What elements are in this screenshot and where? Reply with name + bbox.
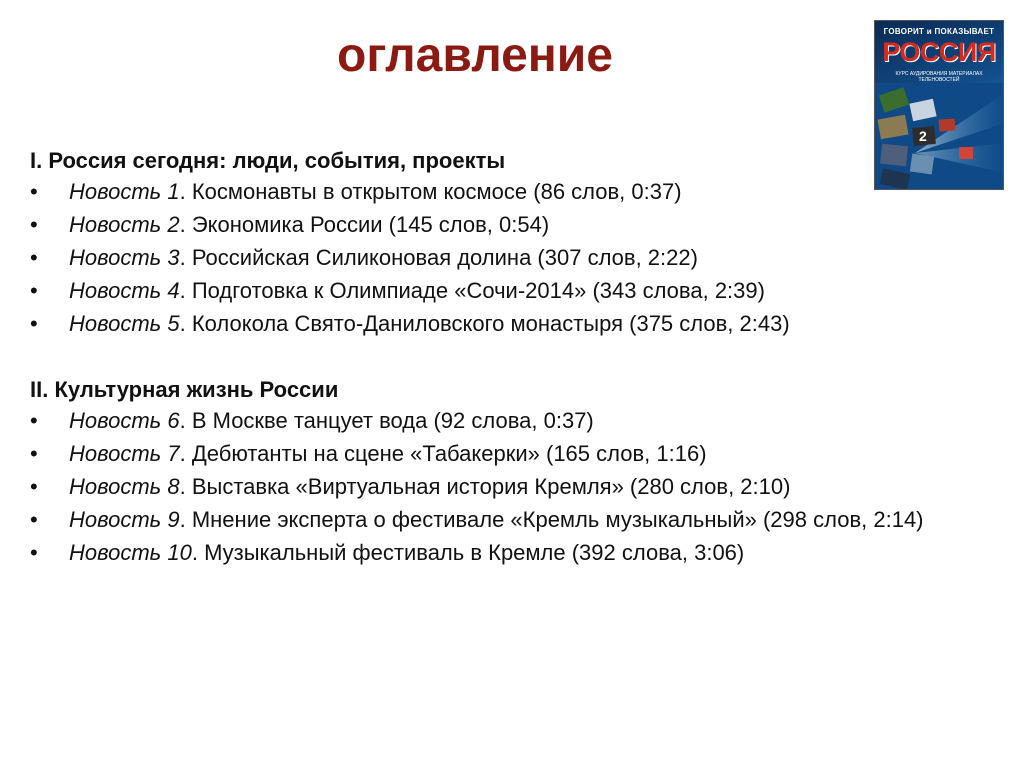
item-label: Новость 4	[69, 278, 180, 303]
news-list	[30, 177, 980, 338]
section-2	[30, 374, 980, 567]
item-label: Новость 2	[69, 212, 180, 237]
item-label: Новость 7	[69, 441, 180, 466]
list-item	[30, 505, 980, 534]
cover-subtitle: КУРС АУДИРОВАНИЯ МАТЕРИАЛАХ ТЕЛЕНОВОСТЕЙ	[895, 71, 983, 83]
bullet: •	[30, 245, 38, 270]
item-text: . Космонавты в открытом космосе (86 слов, 0:37)	[179, 179, 682, 204]
list-item	[30, 276, 980, 305]
list-item	[30, 309, 980, 338]
item-label: Новость 1	[69, 179, 180, 204]
item-text: . В Москве танцует вода (92 слова, 0:37)	[179, 408, 594, 433]
item-text: . Экономика России (145 слов, 0:54)	[179, 212, 550, 237]
list-item	[30, 210, 980, 239]
list-item	[30, 406, 980, 435]
item-label: Новость 9	[69, 507, 180, 532]
item-label: Новость 3	[69, 245, 180, 270]
list-item	[30, 538, 980, 567]
item-text: . Дебютанты на сцене «Табакерки» (165 слов, 1:16)	[179, 441, 707, 466]
bullet: •	[30, 408, 38, 433]
page-title: оглавление	[337, 29, 613, 82]
bullet: •	[30, 311, 38, 336]
bullet: •	[30, 507, 38, 532]
item-text: . Мнение эксперта о фестивале «Кремль музыкальный» (298 слов, 2:14)	[179, 507, 924, 532]
cover-title: РОССИЯ	[882, 37, 996, 67]
item-text: . Музыкальный фестиваль в Кремле (392 слова, 3:06)	[191, 540, 745, 565]
list-item	[30, 472, 980, 501]
list-item	[30, 243, 980, 272]
item-label: Новость 6	[69, 408, 180, 433]
item-label: Новость 10	[69, 540, 192, 565]
list-item	[30, 439, 980, 468]
section-heading: I. Россия сегодня: люди, события, проекты	[30, 148, 506, 173]
bullet: •	[30, 540, 38, 565]
cover-top-text: ГОВОРИТ и ПОКАЗЫВАЕТ	[883, 27, 995, 36]
section-1	[30, 145, 980, 338]
bullet: •	[30, 179, 38, 204]
table-of-contents	[30, 145, 980, 571]
bullet: •	[30, 441, 38, 466]
news-list	[30, 406, 980, 567]
list-item	[30, 177, 980, 206]
bullet: •	[30, 278, 38, 303]
bullet: •	[30, 212, 38, 237]
section-heading: II. Культурная жизнь России	[30, 377, 339, 402]
item-text: . Выставка «Виртуальная история Кремля» (280 слов, 2:10)	[179, 474, 791, 499]
item-text: . Колокола Свято-Даниловского монастыря (375 слов, 2:43)	[179, 311, 790, 336]
section-spacer	[30, 342, 980, 374]
bullet: •	[30, 474, 38, 499]
item-text: . Подготовка к Олимпиаде «Сочи-2014» (343 слова, 2:39)	[179, 278, 765, 303]
item-label: Новость 8	[69, 474, 180, 499]
svg-text:2: 2	[919, 128, 927, 144]
item-label: Новость 5	[69, 311, 180, 336]
item-text: . Российская Силиконовая долина (307 слов, 2:22)	[179, 245, 698, 270]
